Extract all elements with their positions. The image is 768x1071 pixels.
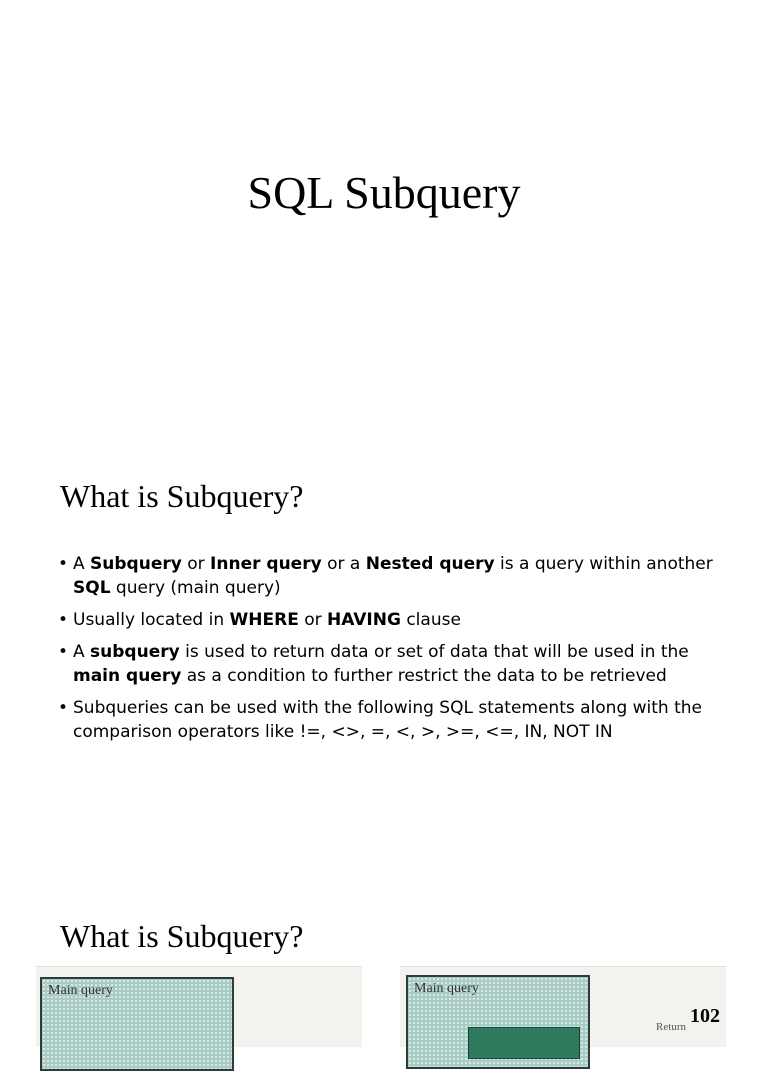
slide-heading: What is Subquery? xyxy=(60,478,304,514)
main-query-box xyxy=(40,977,234,1071)
main-query-label: Main query xyxy=(414,981,479,996)
subquery-diagram-left xyxy=(36,966,362,1047)
presentation-title: SQL Subquery xyxy=(247,167,521,218)
bullet-item: • Usually located in WHERE or HAVING clause xyxy=(58,608,728,632)
diagram-slide xyxy=(0,880,768,1033)
subquery-diagram-right xyxy=(400,966,726,1047)
title-slide xyxy=(0,0,768,420)
main-query-label: Main query xyxy=(48,983,113,998)
bullet-item: • A Subquery or Inner query or a Nested query is a query within another SQL query (main query) xyxy=(58,552,728,600)
bullet-item: • A subquery is used to return data or set of data that will be used in the main query as a condition to further restrict the data to be retrieved xyxy=(58,640,728,688)
main-query-box xyxy=(406,975,590,1069)
inner-query-box xyxy=(468,1027,580,1059)
return-value: 102 xyxy=(690,1005,720,1027)
definition-slide xyxy=(0,440,768,860)
bullet-list xyxy=(58,552,728,752)
slide-heading: What is Subquery? xyxy=(60,918,304,954)
bullet-item: • Subqueries can be used with the following SQL statements along with the comparison operators like !=, <>, =, <, >, >=, <=, IN, NOT IN xyxy=(58,696,728,744)
return-label: Return xyxy=(656,1021,686,1033)
